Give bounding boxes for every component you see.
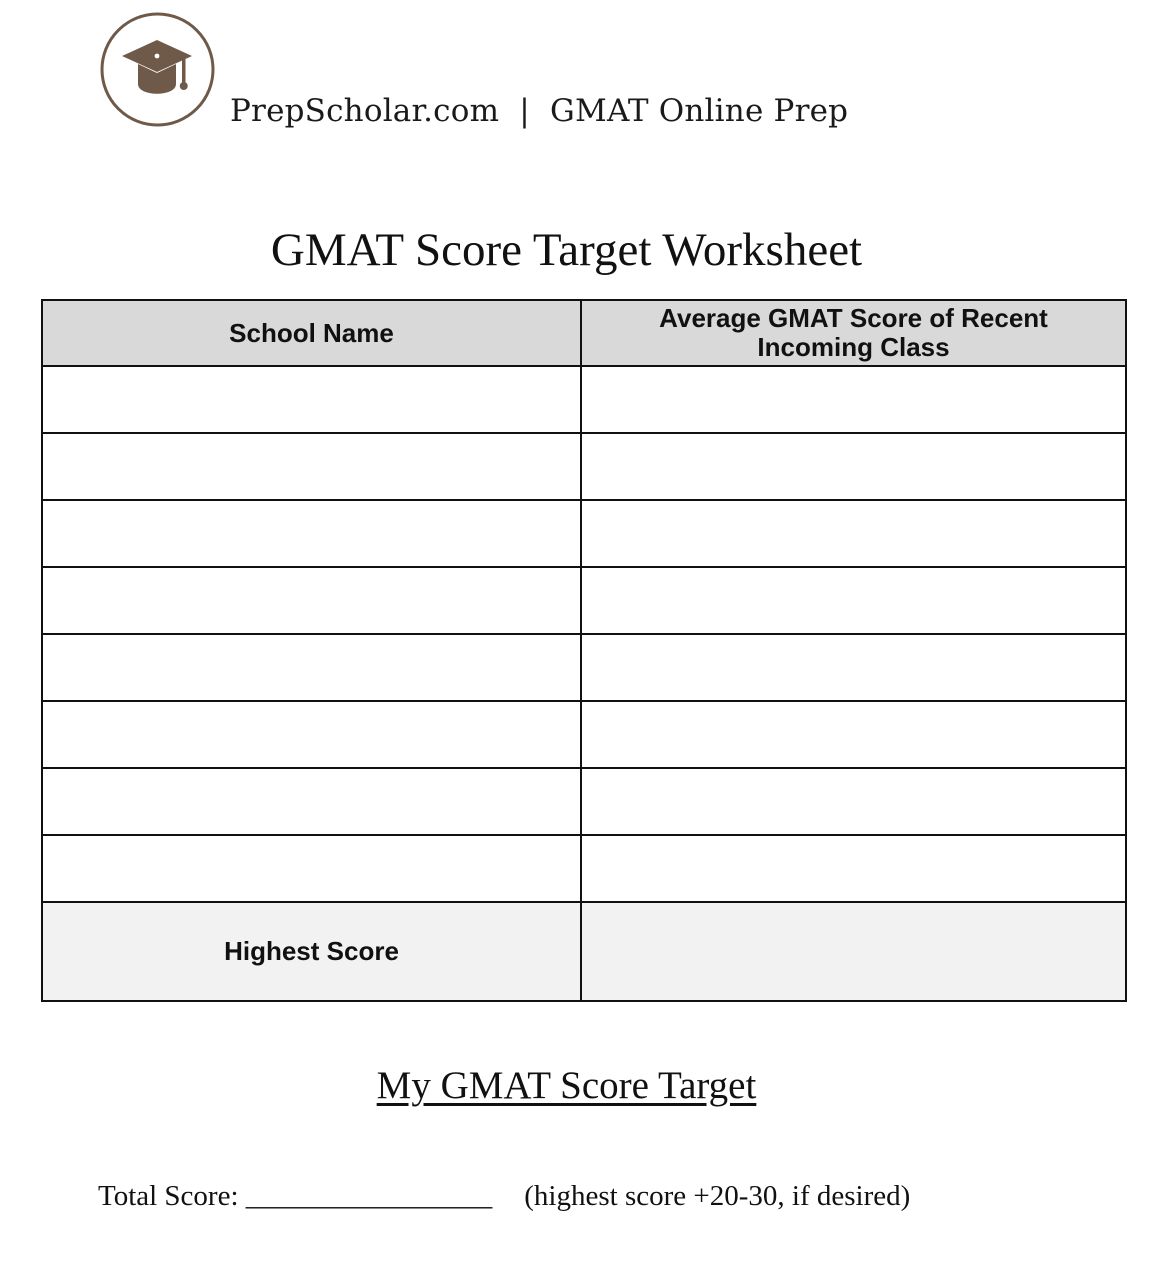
brand-line: PrepScholar.com | GMAT Online Prep — [230, 93, 849, 129]
school-name-cell[interactable] — [42, 768, 581, 835]
total-score-blank[interactable]: _________________ — [245, 1180, 493, 1212]
school-name-cell[interactable] — [42, 634, 581, 701]
table-row — [42, 433, 1126, 500]
school-name-cell[interactable] — [42, 701, 581, 768]
school-name-cell[interactable] — [42, 366, 581, 433]
average-score-cell[interactable] — [581, 768, 1126, 835]
highest-score-value[interactable] — [581, 902, 1126, 1001]
column-header-line: Incoming Class — [757, 332, 950, 362]
average-score-cell[interactable] — [581, 701, 1126, 768]
school-name-cell[interactable] — [42, 500, 581, 567]
table-row — [42, 500, 1126, 567]
prepscholar-logo — [100, 12, 215, 127]
school-name-cell[interactable] — [42, 835, 581, 902]
table-row — [42, 701, 1126, 768]
average-score-cell[interactable] — [581, 634, 1126, 701]
column-header-school-name: School Name — [42, 300, 581, 366]
page-title: GMAT Score Target Worksheet — [270, 224, 863, 276]
school-name-cell[interactable] — [42, 567, 581, 634]
highest-score-label: Highest Score — [42, 902, 581, 1001]
school-name-cell[interactable] — [42, 433, 581, 500]
table-row — [42, 768, 1126, 835]
target-heading: My GMAT Score Target — [376, 1064, 757, 1107]
highest-score-row — [42, 902, 1126, 1001]
column-header-average-gmat — [581, 300, 1126, 366]
table-row — [42, 634, 1126, 701]
total-score-label: Total Score: — [98, 1180, 239, 1212]
total-score-line — [98, 1180, 910, 1213]
score-table — [41, 299, 1127, 1002]
average-score-cell[interactable] — [581, 366, 1126, 433]
table-header-row — [42, 300, 1126, 366]
average-score-cell[interactable] — [581, 567, 1126, 634]
average-score-cell[interactable] — [581, 500, 1126, 567]
graduation-cap-icon — [122, 40, 192, 94]
total-score-note: (highest score +20-30, if desired) — [524, 1180, 911, 1212]
table-row — [42, 567, 1126, 634]
table-row — [42, 835, 1126, 902]
table-row — [42, 366, 1126, 433]
column-header-line: Average GMAT Score of Recent — [659, 303, 1048, 333]
average-score-cell[interactable] — [581, 433, 1126, 500]
average-score-cell[interactable] — [581, 835, 1126, 902]
